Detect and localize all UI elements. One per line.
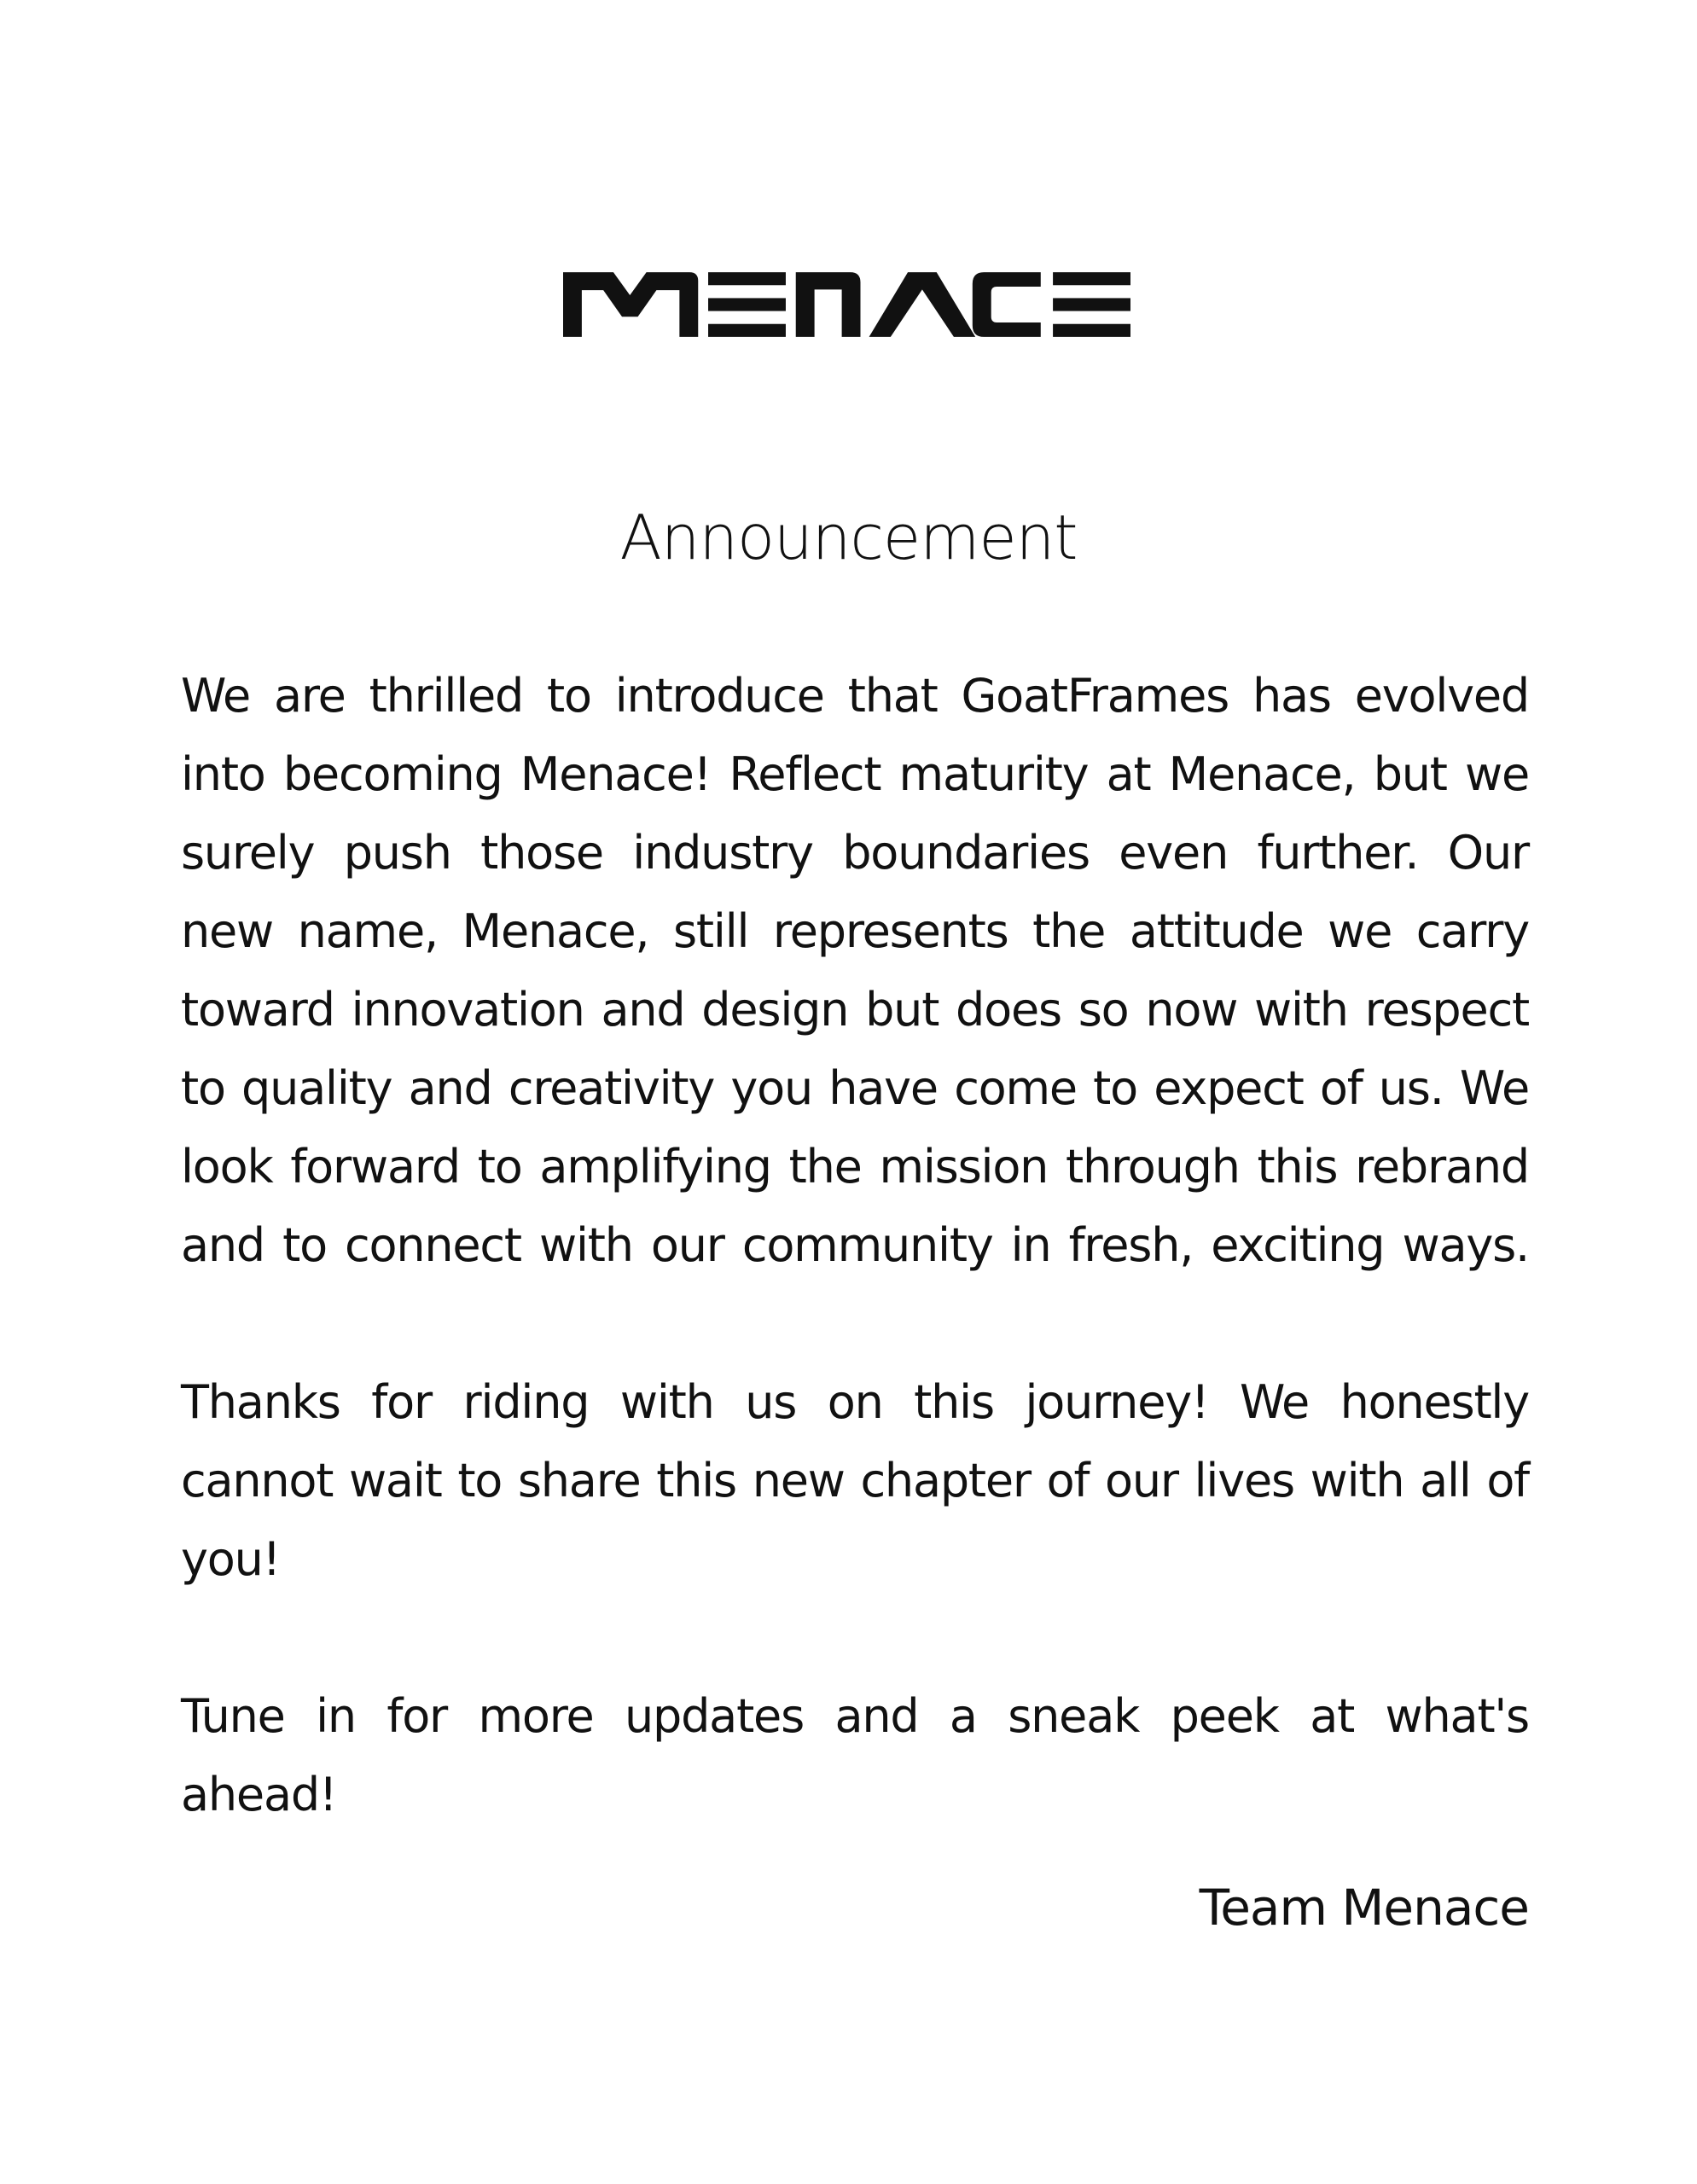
signature: Team Menace (1199, 1879, 1529, 1937)
menace-logo (563, 266, 1130, 343)
paragraph-updates: Tune in for more updates and a sneak peek at what's ahead! (181, 1689, 1529, 1821)
paragraph-thanks: Thanks for riding with us on this journey! We honestly cannot wait to share this new chapter of our lives with all of you! (181, 1375, 1529, 1586)
paragraph-intro: We are thrilled to introduce that GoatFrames has evolved into becoming Menace! Reflect maturity at Menace, but we surely push those industry boundaries even further. Our new name, Menace, still represents the attitude we carry toward innovation and design but does so now with respect to quality and creativity you have come to expect of us. We look forward to amplifying the mission through this rebrand and to connect with our community in fresh, exciting ways. (181, 669, 1529, 1272)
menace-logo-icon (563, 266, 1130, 343)
announcement-body (181, 657, 1529, 1913)
page-title: Announcement (619, 502, 1078, 573)
